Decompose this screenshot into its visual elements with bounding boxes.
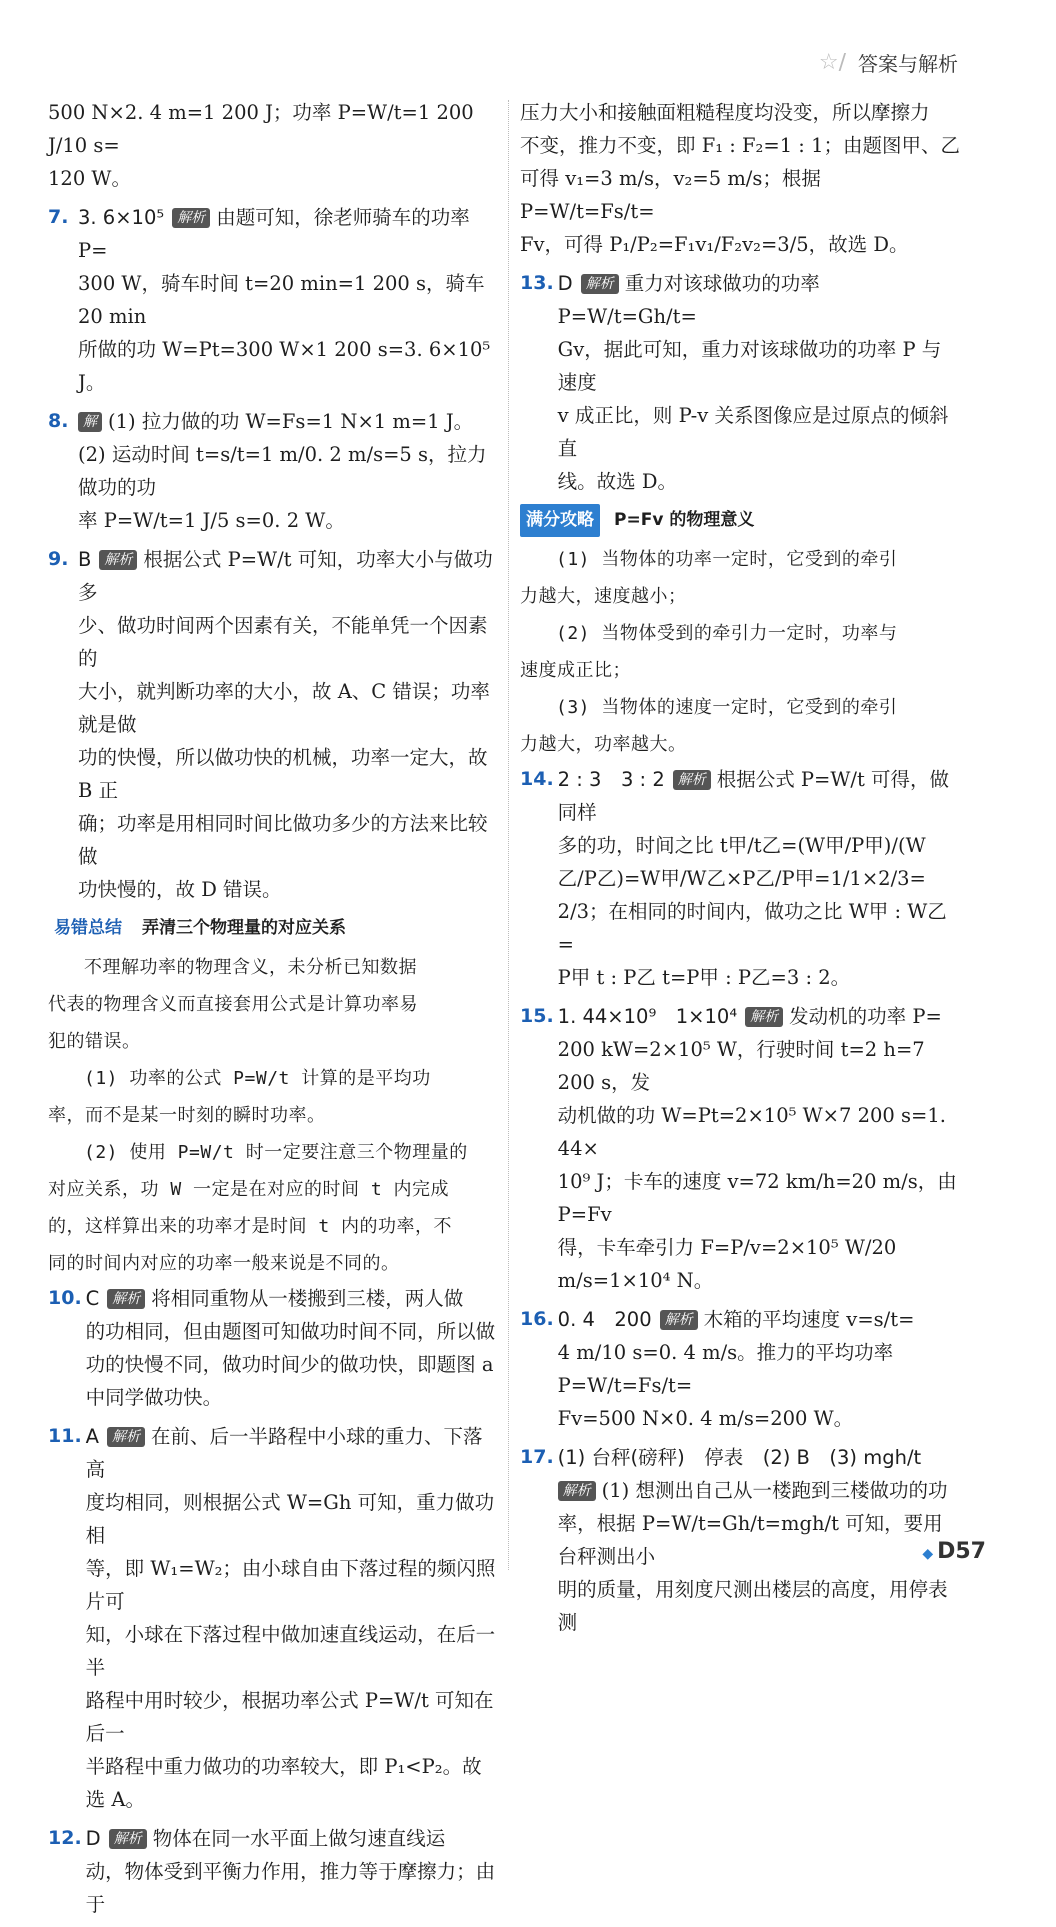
text-line: Fv=500 N×0. 4 m/s=200 W。 bbox=[557, 1407, 854, 1430]
text-line: 速度成正比； bbox=[520, 660, 631, 681]
text-line: (2) 运动时间 t=s/t=1 m/0. 2 m/s=5 s，拉力做功的功 bbox=[78, 443, 487, 499]
text-line: 功的快慢不同，做功时间少的做功快，即题图 a bbox=[85, 1353, 494, 1376]
text-line: 半路程中重力做功的功率较大，即 P₁<P₂。故选 A。 bbox=[85, 1755, 482, 1811]
section-title: 答案与解析 bbox=[858, 52, 958, 76]
text-line: 木箱的平均速度 v=s/t= bbox=[703, 1308, 915, 1331]
diamond-icon: ◆ bbox=[922, 1546, 934, 1562]
text-line: Fv，可得 P₁/P₂=F₁v₁/F₂v₂=3/5，故选 D。 bbox=[520, 233, 909, 256]
text-line: 力越大，速度越小； bbox=[520, 586, 687, 607]
text-line: (1) 拉力做的功 W=Fs=1 N×1 m=1 J。 bbox=[108, 410, 474, 433]
text-line: (3) 当物体的速度一定时，它受到的牵引 bbox=[556, 697, 898, 718]
text-line: 确；功率是用相同时间比做功多少的方法来比较做 bbox=[78, 812, 488, 868]
text-line: 犯的错误。 bbox=[48, 1031, 141, 1052]
text-line: 路程中用时较少，根据功率公式 P=W/t 可知在后一 bbox=[85, 1689, 494, 1745]
left-column bbox=[48, 96, 496, 1927]
text-line: 由题可知，徐老师骑车的功率 P= bbox=[78, 206, 470, 262]
text-line: 300 W，骑车时间 t=20 min=1 200 s，骑车 20 min bbox=[78, 272, 485, 328]
decoration-icon: ☆∕ bbox=[818, 50, 846, 75]
question-number: 16. bbox=[520, 1308, 554, 1330]
analysis-tag: 解析 bbox=[660, 1310, 698, 1330]
full-score-box bbox=[520, 504, 960, 763]
question-number: 17. bbox=[520, 1446, 554, 1468]
answer: B bbox=[78, 548, 92, 571]
solution-tag: 解 bbox=[78, 412, 102, 432]
text-line: 根据公式 P=W/t 可知，功率大小与做功多 bbox=[78, 548, 493, 604]
text-line: 物体在同一水平面上做匀速直线运 bbox=[152, 1827, 446, 1850]
text-line: 度均相同，则根据公式 W=Gh 可知，重力做功相 bbox=[85, 1491, 495, 1547]
text-line: 将相同重物从一楼搬到三楼，两人做 bbox=[151, 1287, 464, 1310]
text-line: 代表的物理含义而直接套用公式是计算功率易 bbox=[48, 994, 418, 1015]
analysis-tag: 解析 bbox=[745, 1007, 783, 1027]
text-line: 重力对该球做功的功率 P=W/t=Gh/t= bbox=[557, 272, 820, 328]
text-line: 明的质量，用刻度尺测出楼层的高度，用停表测 bbox=[557, 1578, 948, 1634]
analysis-tag: 解析 bbox=[558, 1481, 596, 1501]
analysis-tag: 解析 bbox=[107, 1427, 145, 1447]
text-line: (1) 功率的公式 P=W/t 计算的是平均功 bbox=[84, 1068, 431, 1089]
text-line: (1) 当物体的功率一定时，它受到的牵引 bbox=[556, 549, 898, 570]
question-number: 7. bbox=[48, 206, 69, 228]
text-line: Gv，据此可知，重力对该球做功的功率 P 与速度 bbox=[557, 338, 942, 394]
text-line: v 成正比，则 P-v 关系图像应是过原点的倾斜直 bbox=[557, 404, 949, 460]
error-summary-box bbox=[48, 912, 496, 1282]
text-line: 4 m/10 s=0. 4 m/s。推力的平均功率 P=W/t=Fs/t= bbox=[557, 1341, 894, 1397]
box-label: 满分攻略 bbox=[520, 504, 600, 537]
text-line: 的，这样算出来的功率才是时间 t 内的功率，不 bbox=[48, 1216, 453, 1237]
answer: D bbox=[557, 272, 573, 295]
text-line: 率，而不是某一时刻的瞬时功率。 bbox=[48, 1105, 326, 1126]
answer: 2 : 3 3 : 2 bbox=[557, 768, 665, 791]
text-line: 压力大小和接触面粗糙程度均没变，所以摩擦力 bbox=[520, 101, 930, 124]
question-7 bbox=[48, 201, 496, 399]
analysis-tag: 解析 bbox=[581, 274, 619, 294]
text-line: 功快慢的，故 D 错误。 bbox=[78, 878, 282, 901]
question-number: 8. bbox=[48, 410, 69, 432]
question-9 bbox=[48, 543, 496, 906]
answer: A bbox=[85, 1425, 100, 1448]
text-line: 率 P=W/t=1 J/5 s=0. 2 W。 bbox=[78, 509, 345, 532]
text-line: (2) 使用 P=W/t 时一定要注意三个物理量的 bbox=[84, 1142, 468, 1163]
text-line: 10⁹ J；卡车的速度 v=72 km/h=20 m/s，由 P=Fv bbox=[557, 1170, 957, 1226]
text-line: 在前、后一半路程中小球的重力、下落高 bbox=[85, 1425, 483, 1481]
text-line: 可得 v₁=3 m/s，v₂=5 m/s；根据 P=W/t=Fs/t= bbox=[520, 167, 821, 223]
question-number: 12. bbox=[48, 1827, 82, 1849]
question-number: 10. bbox=[48, 1287, 82, 1309]
question-number: 14. bbox=[520, 768, 554, 790]
continuation-block bbox=[520, 96, 960, 261]
analysis-tag: 解析 bbox=[172, 208, 210, 228]
box-title: P=Fv 的物理意义 bbox=[614, 510, 755, 530]
question-8 bbox=[48, 405, 496, 537]
question-number: 9. bbox=[48, 548, 69, 570]
text-line: 120 W。 bbox=[48, 167, 131, 190]
text-line: 动机做的功 W=Pt=2×10⁵ W×7 200 s=1. 44× bbox=[557, 1104, 946, 1160]
page-number-text: D57 bbox=[937, 1539, 986, 1564]
question-15 bbox=[520, 1000, 960, 1297]
page-number bbox=[922, 1539, 986, 1564]
answer: C bbox=[85, 1287, 100, 1310]
question-14 bbox=[520, 763, 960, 994]
question-10 bbox=[48, 1282, 496, 1414]
answer: 1. 44×10⁹ 1×10⁴ bbox=[557, 1005, 738, 1028]
analysis-tag: 解析 bbox=[109, 1829, 147, 1849]
box-label: 易错总结 bbox=[54, 918, 122, 938]
text-line: 发动机的功率 P= bbox=[789, 1005, 942, 1028]
question-11 bbox=[48, 1420, 496, 1816]
question-17 bbox=[520, 1441, 960, 1639]
question-number: 11. bbox=[48, 1425, 82, 1447]
answer: 0. 4 200 bbox=[557, 1308, 652, 1331]
answer: (1) 台秤(磅秤) 停表 (2) B (3) mgh/t bbox=[557, 1446, 922, 1469]
text-line: P甲 t : P乙 t=P甲 : P乙=3 : 2。 bbox=[557, 966, 851, 989]
question-12 bbox=[48, 1822, 496, 1921]
text-line: 不理解功率的物理含义，未分析已知数据 bbox=[84, 957, 417, 978]
text-line: 2/3；在相同的时间内，做功之比 W甲 : W乙= bbox=[557, 900, 947, 956]
text-line: 功的快慢，所以做功快的机械，功率一定大，故 B 正 bbox=[78, 746, 488, 802]
text-line: 不变，推力不变，即 F₁ : F₂=1 : 1；由题图甲、乙 bbox=[520, 134, 960, 157]
text-line: (2) 当物体受到的牵引力一定时，功率与 bbox=[556, 623, 898, 644]
text-line: 多的功，时间之比 t甲/t乙=(W甲/P甲)/(W乙/P乙)=W甲/W乙×P乙/P甲=1/1×2/3= bbox=[557, 834, 926, 890]
text-line: 的功相同，但由题图可知做功时间不同，所以做 bbox=[85, 1320, 496, 1343]
text-line: 所做的功 W=Pt=300 W×1 200 s=3. 6×10⁵ J。 bbox=[78, 338, 491, 394]
analysis-tag: 解析 bbox=[107, 1289, 145, 1309]
box-title: 弄清三个物理量的对应关系 bbox=[142, 918, 346, 938]
text-line: 对应关系，功 W 一定是在对应的时间 t 内完成 bbox=[48, 1179, 450, 1200]
answer: D bbox=[85, 1827, 101, 1850]
question-16 bbox=[520, 1303, 960, 1435]
text-line: 500 N×2. 4 m=1 200 J；功率 P=W/t=1 200 J/10 s= bbox=[48, 101, 474, 157]
analysis-tag: 解析 bbox=[673, 770, 711, 790]
column-divider bbox=[508, 100, 509, 1570]
text-line: 力越大，功率越大。 bbox=[520, 734, 687, 755]
text-line: 等，即 W₁=W₂；由小球自由下落过程的频闪照片可 bbox=[85, 1557, 496, 1613]
text-line: 知，小球在下落过程中做加速直线运动，在后一半 bbox=[85, 1623, 496, 1679]
text-line: 大小，就判断功率的大小，故 A、C 错误；功率就是做 bbox=[78, 680, 490, 736]
text-line: 200 kW=2×10⁵ W，行驶时间 t=2 h=7 200 s，发 bbox=[557, 1038, 925, 1094]
text-line: 少、做功时间两个因素有关，不能单凭一个因素的 bbox=[78, 614, 488, 670]
text-line: 中同学做功快。 bbox=[85, 1386, 223, 1409]
answer: 3. 6×10⁵ bbox=[78, 206, 165, 229]
right-column bbox=[520, 96, 960, 1645]
text-line: 同的时间内对应的功率一般来说是不同的。 bbox=[48, 1253, 400, 1274]
analysis-tag: 解析 bbox=[99, 550, 137, 570]
continuation-block bbox=[48, 96, 496, 195]
text-line: 得，卡车牵引力 F=P/v=2×10⁵ W/20 m/s=1×10⁴ N。 bbox=[557, 1236, 897, 1292]
question-number: 15. bbox=[520, 1005, 554, 1027]
text-line: (1) 想测出自己从一楼跑到三楼做功的功 bbox=[601, 1479, 948, 1502]
text-line: 动，物体受到平衡力作用，推力等于摩擦力；由于 bbox=[85, 1860, 496, 1916]
question-number: 13. bbox=[520, 272, 554, 294]
text-line: 率，根据 P=W/t=Gh/t=mgh/t 可知，要用台秤测出小 bbox=[557, 1512, 943, 1568]
text-line: 线。故选 D。 bbox=[557, 470, 678, 493]
question-13 bbox=[520, 267, 960, 498]
text-line: 根据公式 P=W/t 可得，做同样 bbox=[557, 768, 950, 824]
page-header bbox=[819, 48, 958, 77]
